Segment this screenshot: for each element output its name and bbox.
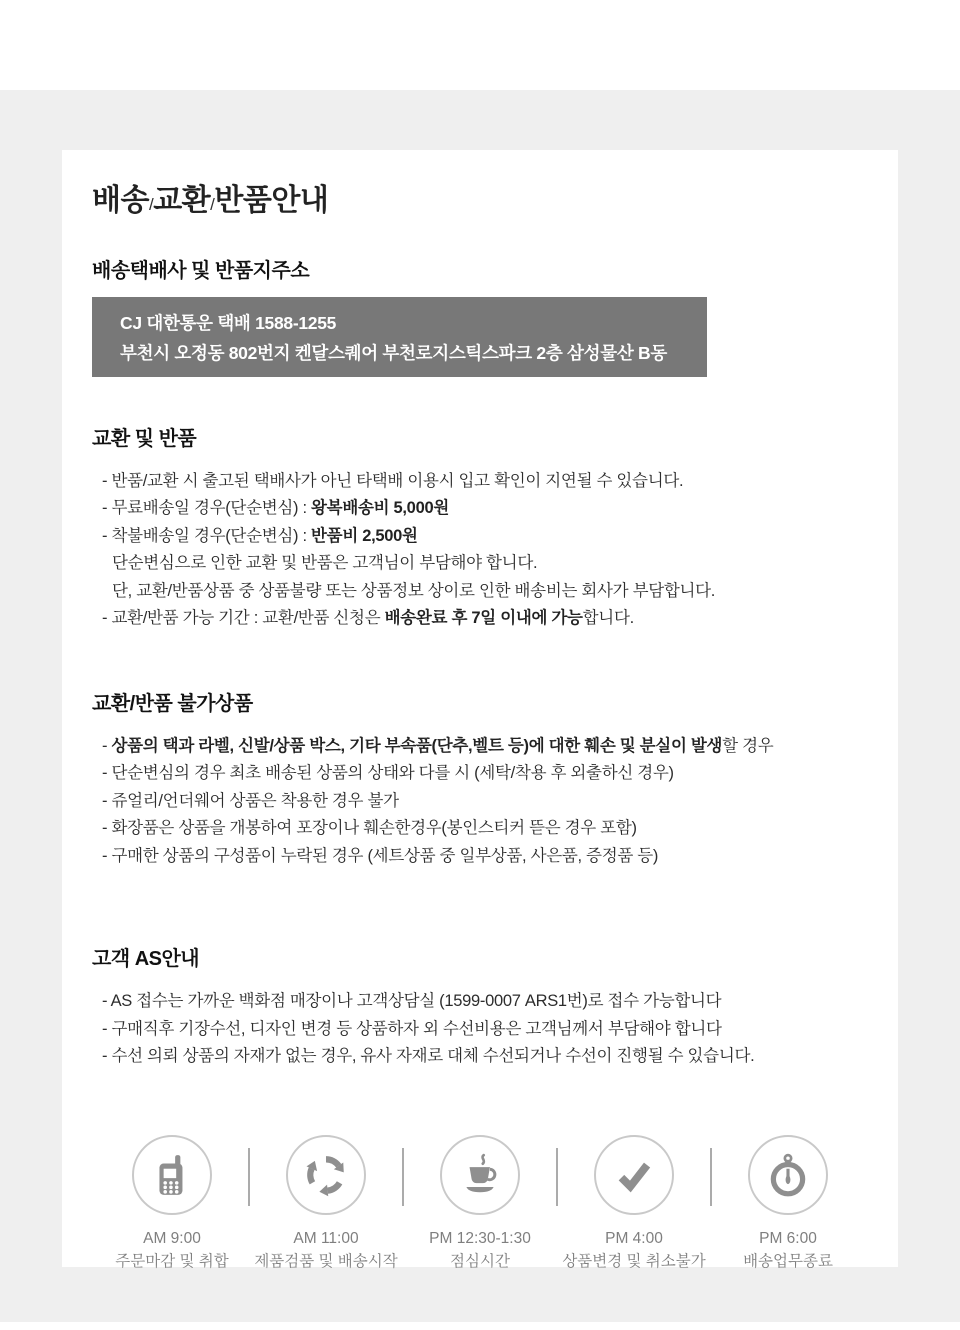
schedule-icon-circle — [440, 1135, 520, 1215]
checkmark-icon — [611, 1152, 657, 1198]
carrier-address-heading: 배송택배사 및 반품지주소 — [92, 259, 310, 282]
list-item: - 교환/반품 가능 기간 : 교환/반품 신청은 배송완료 후 7일 이내에 가능합니다. — [102, 609, 634, 627]
schedule-icon-circle — [594, 1135, 674, 1215]
return-address-line: 부천시 오정동 802번지 켄달스퀘어 부천로지스틱스파크 2층 삼성물산 B동 — [120, 342, 667, 363]
not-allowed-list — [92, 733, 868, 871]
schedule-label: 상품변경 및 취소불가 — [562, 1252, 706, 1270]
delivery-schedule — [92, 1135, 868, 1272]
coffee-cup-icon — [457, 1152, 503, 1198]
schedule-icon-circle — [286, 1135, 366, 1215]
schedule-label: 주문마감 및 취합 — [115, 1252, 229, 1270]
list-item: - AS 접수는 가까운 백화점 매장이나 고객상담실 (1599-0007 ARS1번)로 접수 가능합니다 — [102, 992, 722, 1010]
schedule-time: AM 11:00 — [293, 1229, 359, 1247]
carrier-info-box — [92, 297, 707, 377]
section-heading-not-allowed: 교환/반품 불가상품 — [92, 692, 253, 715]
schedule-icon-circle — [132, 1135, 212, 1215]
stopwatch-icon — [765, 1152, 811, 1198]
customer-as-list — [92, 988, 868, 1071]
mobile-phone-icon — [149, 1152, 195, 1198]
schedule-label: 점심시간 — [450, 1252, 510, 1270]
schedule-item — [250, 1135, 402, 1272]
schedule-time: PM 12:30-1:30 — [429, 1229, 531, 1247]
section-heading-exchange-return: 교환 및 반품 — [92, 427, 197, 450]
list-item: - 구매한 상품의 구성품이 누락된 경우 (세트상품 중 일부상품, 사은품, 증정품 등) — [102, 846, 659, 865]
list-item: - 상품의 택과 라벨, 신발/상품 박스, 기타 부속품(단추,벨트 등)에 대한 훼손 및 분실이 발생할 경우 — [102, 736, 774, 755]
list-item: - 착불배송일 경우(단순변심) : 반품비 2,500원 — [102, 526, 418, 545]
schedule-icon-circle — [748, 1135, 828, 1215]
exchange-return-list — [92, 468, 868, 633]
schedule-label: 배송업무종료 — [743, 1252, 833, 1270]
shipping-info-card — [62, 150, 898, 1270]
title-slash: / — [210, 195, 215, 214]
list-item: - 화장품은 상품을 개봉하여 포장이나 훼손한경우(봉인스티커 뜯은 경우 포함) — [102, 819, 637, 837]
title-slash: / — [148, 195, 154, 214]
section-heading-customer-as: 고객 AS안내 — [92, 948, 200, 970]
list-item: 단, 교환/반품상품 중 상품불량 또는 상품정보 상이로 인한 배송비는 회사가 부담합니다. — [112, 581, 716, 600]
schedule-time: AM 9:00 — [143, 1229, 201, 1247]
list-item: - 반품/교환 시 출고된 택배사가 아닌 타택배 이용시 입고 확인이 지연될 수 있습니다. — [102, 471, 684, 490]
list-item: - 쥬얼리/언더웨어 상품은 착용한 경우 불가 — [102, 791, 399, 810]
list-item: 단순변심으로 인한 교환 및 반품은 고객님이 부담해야 합니다. — [112, 554, 538, 572]
page-title: 배송/교환/반품안내 — [92, 184, 329, 217]
schedule-item — [404, 1135, 556, 1272]
schedule-item — [96, 1135, 248, 1272]
schedule-label: 제품검품 및 배송시작 — [254, 1252, 398, 1270]
schedule-item — [712, 1135, 864, 1272]
schedule-time: PM 4:00 — [605, 1229, 663, 1247]
recycle-arrows-icon — [303, 1152, 349, 1198]
list-item: - 구매직후 기장수선, 디자인 변경 등 상품하자 외 수선비용은 고객님께서 부담해야 합니다 — [102, 1019, 722, 1038]
schedule-time: PM 6:00 — [759, 1229, 817, 1247]
list-item: - 단순변심의 경우 최초 배송된 상품의 상태와 다를 시 (세탁/착용 후 외출하신 경우) — [102, 764, 674, 782]
list-item: - 무료배송일 경우(단순변심) : 왕복배송비 5,000원 — [102, 499, 449, 517]
list-item: - 수선 의뢰 상품의 자재가 없는 경우, 유사 자재로 대체 수선되거나 수선이 진행될 수 있습니다. — [102, 1047, 755, 1065]
carrier-line: CJ 대한통운 택배 1588-1255 — [120, 312, 337, 333]
schedule-item — [558, 1135, 710, 1272]
